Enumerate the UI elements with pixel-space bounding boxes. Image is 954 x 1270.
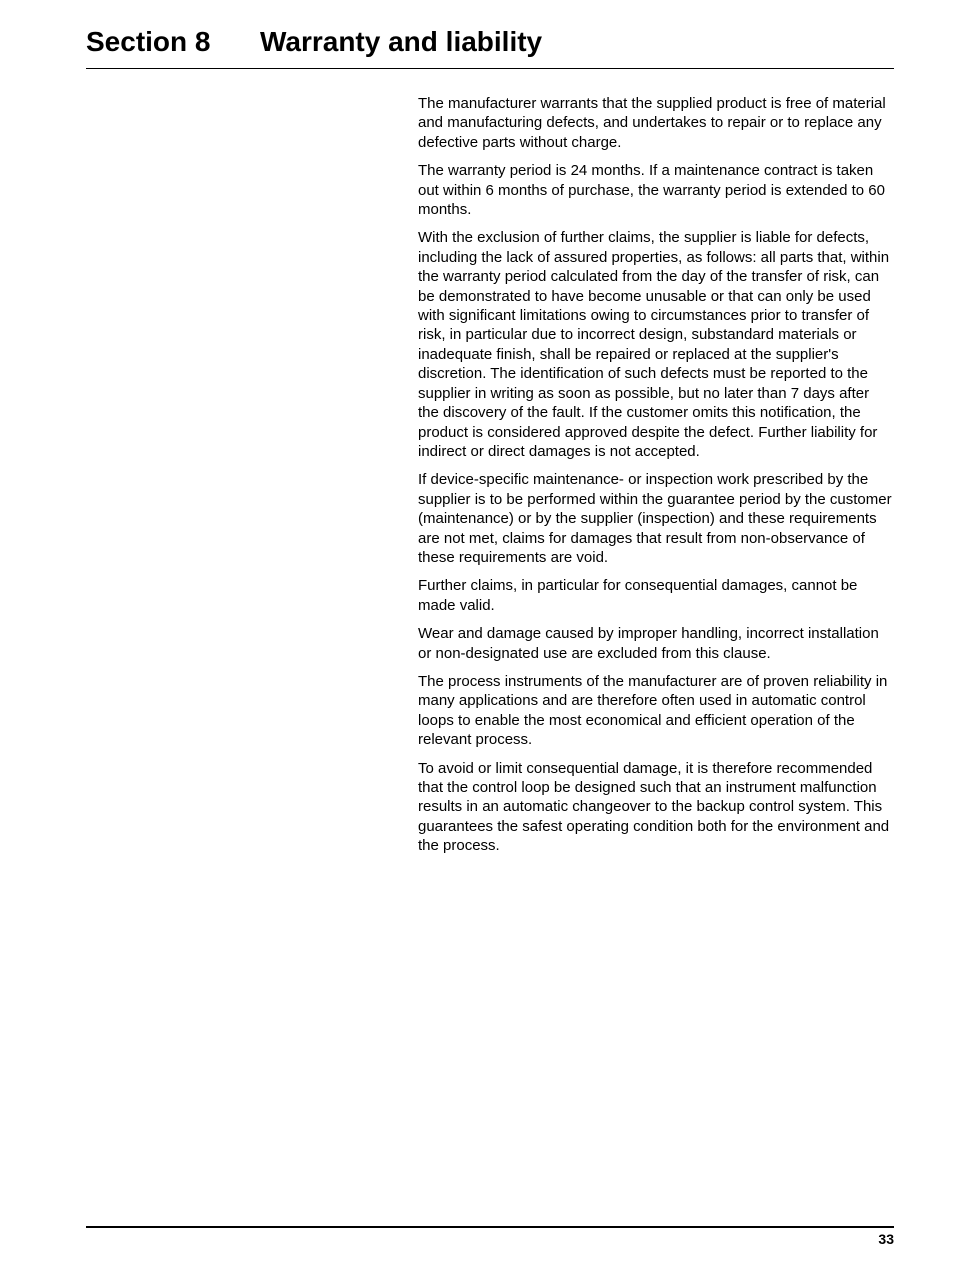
paragraph-reliability: The process instruments of the manufacturer are of proven reliability in many applications and are therefore often used in automatic control loops to enable the most economical and efficient operation of the relevant process.	[418, 672, 888, 749]
paragraph-warranty-scope: The manufacturer warrants that the supplied product is free of material and manufacturing defects, and undertakes to repair or to replace any defective parts without charge.	[418, 95, 886, 151]
paragraph-consequential-damage: To avoid or limit consequential damage, it is therefore recommended that the control loop be designed such that an instrument malfunction results in an automatic changeover to the backup control system. This guarantees the safest operating condition both for the environment and the process.	[418, 759, 890, 855]
paragraph-warranty-period: The warranty period is 24 months. If a maintenance contract is taken out within 6 months of purchase, the warranty period is extended to 60 months.	[418, 162, 885, 219]
section-title: Warranty and liability	[260, 26, 543, 57]
section-number: Section 8	[86, 26, 211, 57]
paragraph-exclusions: Wear and damage caused by improper handling, incorrect installation or non-designated use are excluded from this clause.	[418, 625, 879, 662]
paragraph-maintenance-requirements: If device-specific maintenance- or inspection work prescribed by the supplier is to be performed within the guarantee period by the customer (maintenance) or by the supplier (inspection) and these requirements are not met, claims for damages that result from non-observance of these requirements are void.	[418, 471, 892, 566]
footer-divider	[86, 1226, 894, 1228]
page-number: 33	[878, 1231, 894, 1247]
body-text	[418, 94, 894, 865]
section-header	[86, 24, 894, 69]
paragraph-further-claims: Further claims, in particular for consequential damages, cannot be made valid.	[418, 577, 858, 614]
paragraph-supplier-liability: With the exclusion of further claims, the supplier is liable for defects, including the lack of assured properties, as follows: all parts that, within the warranty period calculated from the day of the transfer of risk, can be demonstrated to have become unusable or that can only be used with significant limitations owing to circumstances prior to transfer of risk, in particular due to incorrect design, substandard materials or inadequate finish, shall be repaired or replaced at the supplier's discretion. The identification of such defects must be reported to the supplier in writing as soon as possible, but no later than 7 days after the discovery of the fault. If the customer omits this notification, the product is considered approved despite the defect. Further liability for indirect or direct damages is not accepted.	[418, 229, 890, 460]
